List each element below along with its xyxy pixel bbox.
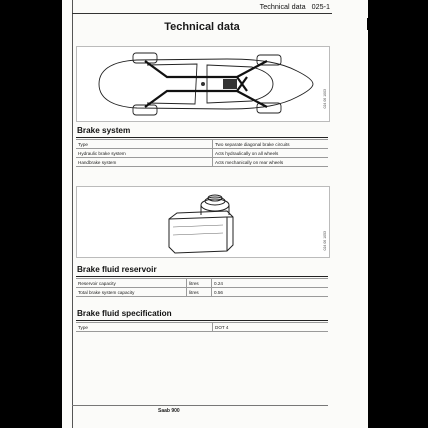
table-row xyxy=(76,288,328,297)
brake-fluid-spec-title: Brake fluid specification xyxy=(77,309,172,318)
section-rule xyxy=(76,137,328,138)
brake-system-figure xyxy=(76,46,330,122)
page-header xyxy=(72,0,332,14)
table-row xyxy=(76,140,328,149)
spec-unit: litres xyxy=(187,279,212,288)
reservoir-table xyxy=(76,278,328,297)
footer-rule xyxy=(72,405,328,406)
spec-value: 0.24 xyxy=(212,279,329,288)
spec-label: Type xyxy=(76,323,213,332)
spec-value: Two separate diagonal brake circuits xyxy=(213,140,329,149)
section-rule xyxy=(76,276,328,277)
brake-fluid-reservoir-title: Brake fluid reservoir xyxy=(77,265,157,274)
footer-text: Saab 900 xyxy=(158,408,180,414)
spec-value: Acts hydraulically on all wheels xyxy=(213,149,329,158)
spec-label: Hydraulic brake system xyxy=(76,149,213,158)
table-row xyxy=(76,158,328,167)
spec-label: Type xyxy=(76,140,213,149)
spec-value: Acts mechanically on rear wheels xyxy=(213,158,329,167)
fluid-spec-table xyxy=(76,322,328,332)
section-tab-marker xyxy=(367,18,376,30)
brake-system-title: Brake system xyxy=(77,126,131,135)
reservoir-figure xyxy=(76,186,330,258)
spec-label: Reservoir capacity xyxy=(76,279,187,288)
table-row xyxy=(76,279,328,288)
table-row xyxy=(76,323,328,332)
spec-unit: litres xyxy=(187,288,212,297)
page-margin-dark xyxy=(375,0,428,428)
figure-id: 024 06 1003 xyxy=(323,89,327,109)
table-row xyxy=(76,149,328,158)
spec-label: Total brake system capacity xyxy=(76,288,187,297)
page-left-rule xyxy=(72,0,73,428)
page-title: Technical data xyxy=(164,21,240,33)
spec-label: Handbrake system xyxy=(76,158,213,167)
spec-value: DOT 4 xyxy=(213,323,329,332)
header-text: Technical data 025-1 xyxy=(259,2,330,11)
car-brake-diagram xyxy=(77,47,329,121)
section-rule xyxy=(76,320,328,321)
brake-system-table xyxy=(76,139,328,167)
reservoir-drawing xyxy=(77,187,329,257)
spec-value: 0.56 xyxy=(212,288,329,297)
figure-id: 024 06 1053 xyxy=(323,231,327,251)
